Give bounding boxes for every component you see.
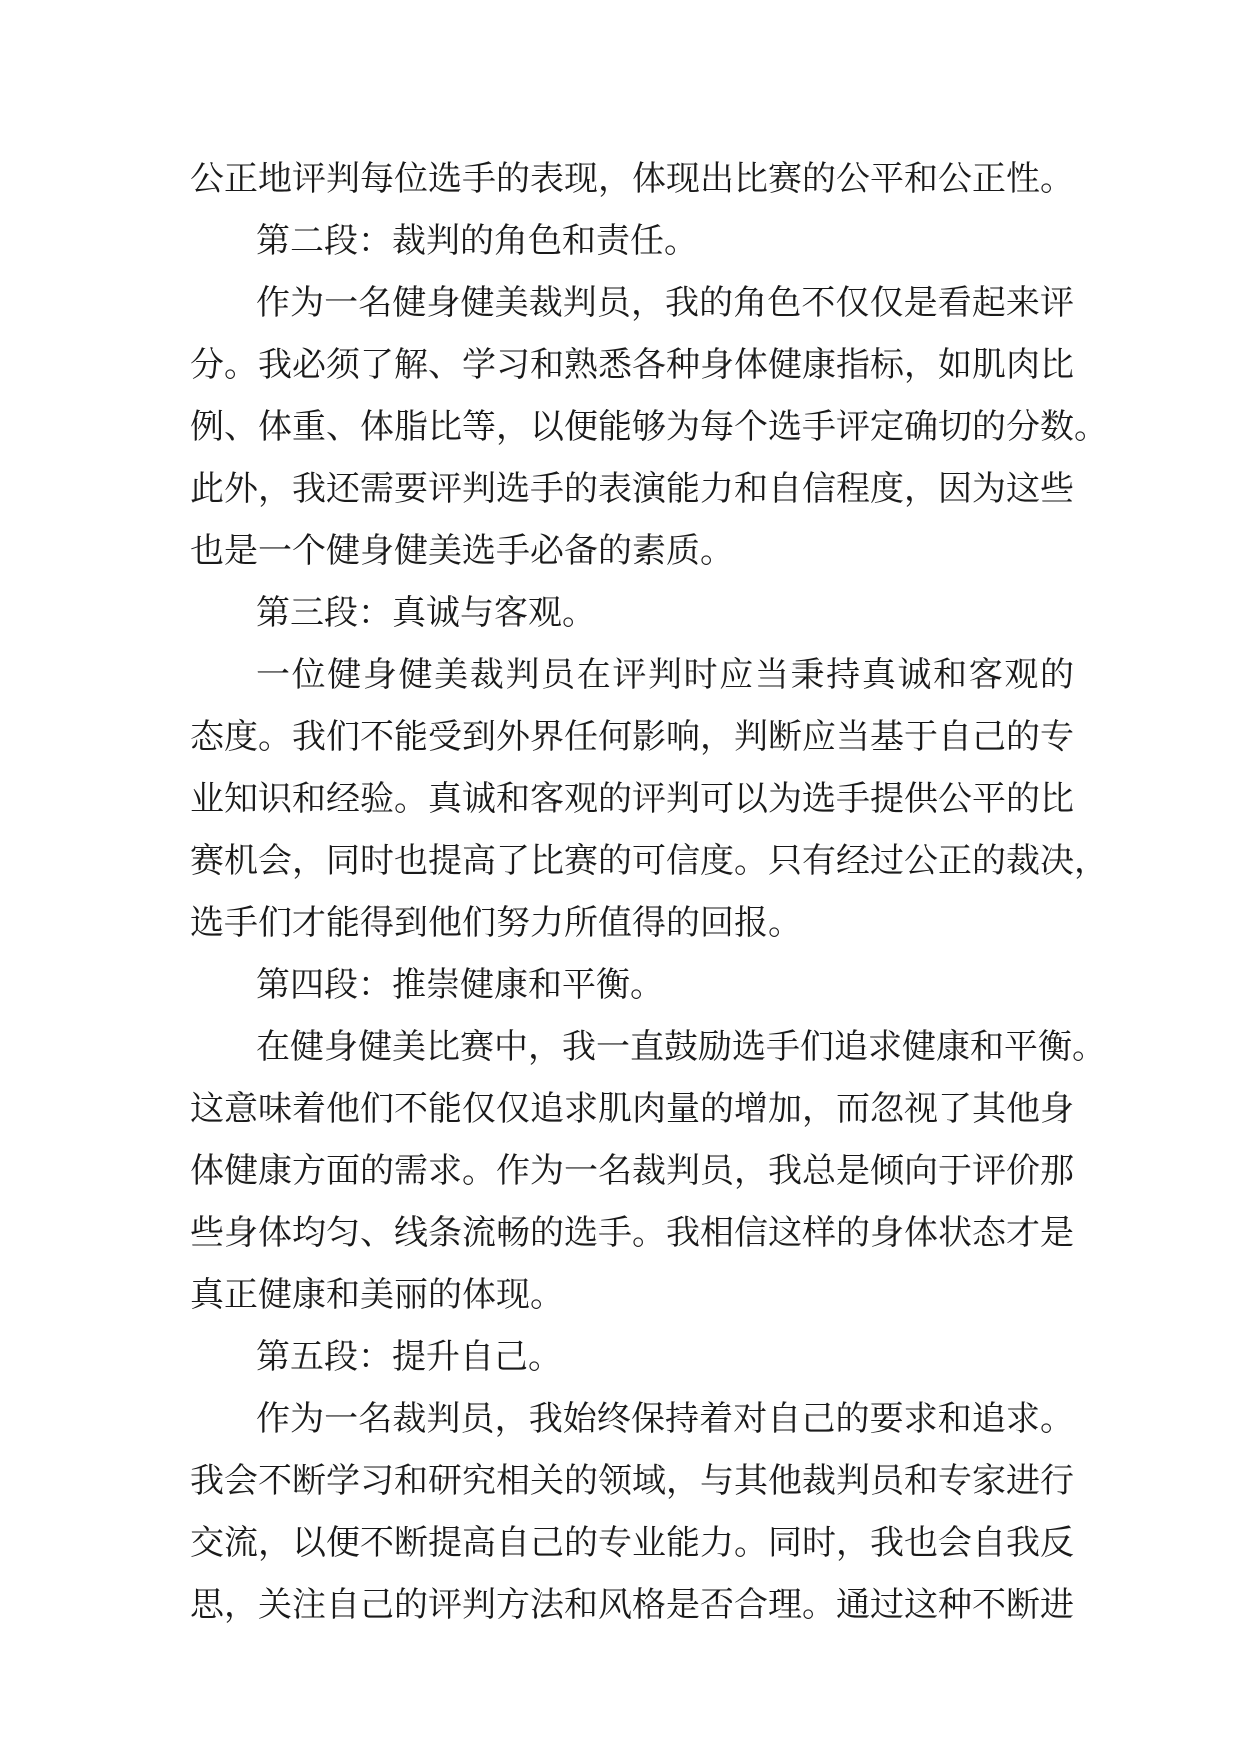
section-heading: 第三段：真诚与客观。 — [256, 593, 596, 633]
text-line: 赛机会，同时也提高了比赛的可信度。只有经过公正的裁决， — [190, 841, 1108, 881]
text-line: 公正地评判每位选手的表现，体现出比赛的公平和公正性。 — [190, 159, 1074, 199]
text-line: 例、体重、体脂比等，以便能够为每个选手评定确切的分数。 — [190, 407, 1108, 447]
text-line: 业知识和经验。真诚和客观的评判可以为选手提供公平的比 — [190, 779, 1074, 819]
text-line: 选手们才能得到他们努力所值得的回报。 — [190, 903, 802, 943]
text-line: 一位健身健美裁判员在评判时应当秉持真诚和客观的 — [256, 655, 1074, 695]
document-body — [190, 148, 1108, 1636]
section-heading: 第四段：推崇健康和平衡。 — [256, 965, 664, 1005]
text-line: 些身体均匀、线条流畅的选手。我相信这样的身体状态才是 — [190, 1213, 1074, 1253]
text-line: 作为一名健身健美裁判员，我的角色不仅仅是看起来评 — [256, 283, 1074, 323]
text-line: 在健身健美比赛中，我一直鼓励选手们追求健康和平衡。 — [256, 1027, 1106, 1067]
text-line: 思，关注自己的评判方法和风格是否合理。通过这种不断进 — [190, 1585, 1074, 1625]
text-line: 此外，我还需要评判选手的表演能力和自信程度，因为这些 — [190, 469, 1074, 509]
text-line: 我会不断学习和研究相关的领域，与其他裁判员和专家进行 — [190, 1461, 1074, 1501]
section-heading: 第五段：提升自己。 — [256, 1337, 562, 1377]
text-line: 也是一个健身健美选手必备的素质。 — [190, 531, 734, 571]
text-line: 分。我必须了解、学习和熟悉各种身体健康指标，如肌肉比 — [190, 345, 1074, 385]
section-heading: 第二段：裁判的角色和责任。 — [256, 221, 698, 261]
text-line: 体健康方面的需求。作为一名裁判员，我总是倾向于评价那 — [190, 1151, 1074, 1191]
text-line: 态度。我们不能受到外界任何影响，判断应当基于自己的专 — [190, 717, 1074, 757]
text-line: 这意味着他们不能仅仅追求肌肉量的增加，而忽视了其他身 — [190, 1089, 1074, 1129]
text-line: 作为一名裁判员，我始终保持着对自己的要求和追求。 — [256, 1399, 1074, 1439]
text-line: 真正健康和美丽的体现。 — [190, 1275, 564, 1315]
text-line: 交流，以便不断提高自己的专业能力。同时，我也会自我反 — [190, 1523, 1074, 1563]
